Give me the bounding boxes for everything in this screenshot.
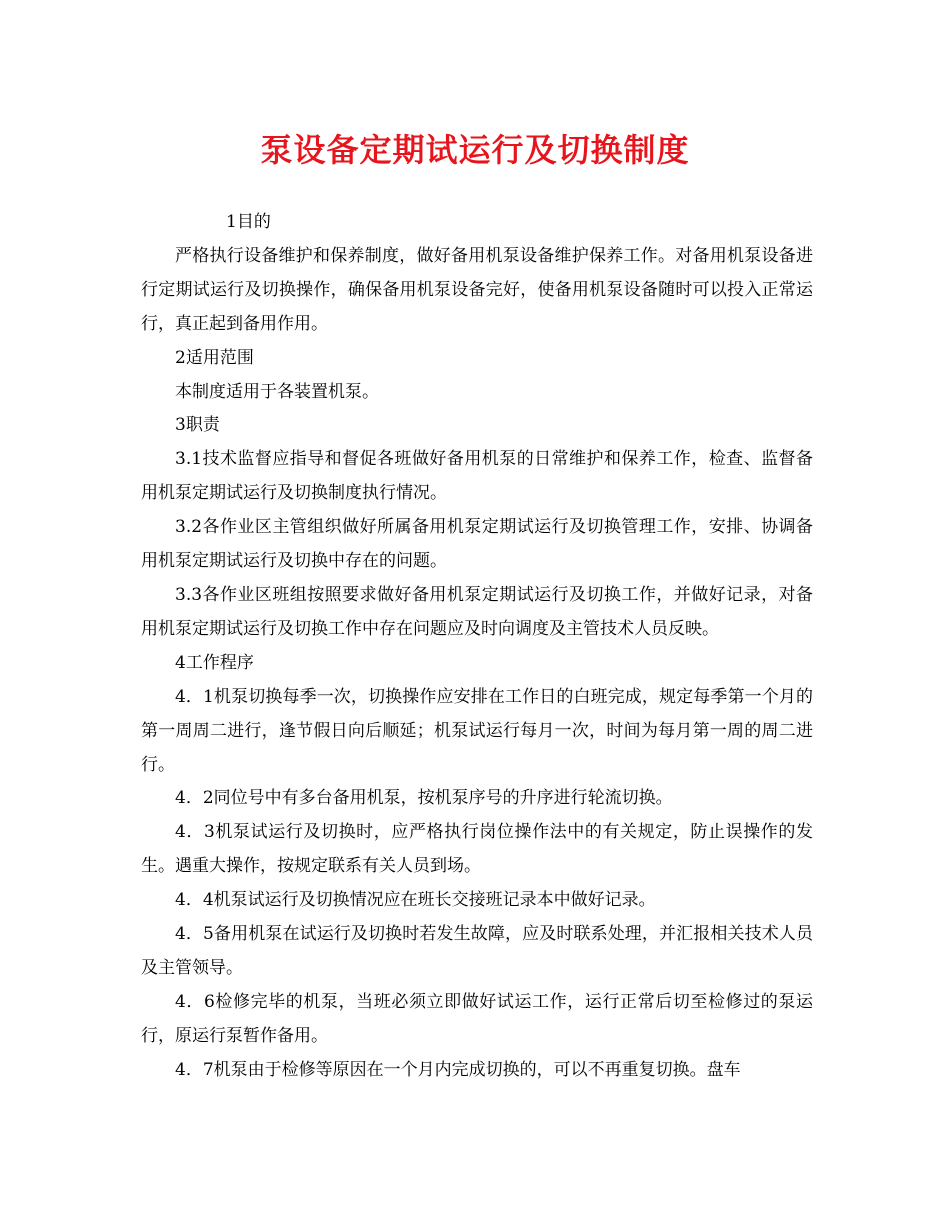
paragraph-3-3: 3.3各作业区班组按照要求做好备用机泵定期试运行及切换工作，并做好记录，对备用机泵定期试运行及切换工作中存在问题应及时向调度及主管技术人员反映。 [141, 584, 813, 639]
paragraph-4-5: 4．5备用机泵在试运行及切换时若发生故障，应及时联系处理，并汇报相关技术人员及主管领导。 [141, 924, 813, 978]
paragraph-3-1: 3.1技术监督应指导和督促各班做好备用机泵的日常维护和保养工作，检查、监督备用机泵定期试运行及切换制度执行情况。 [141, 449, 813, 504]
paragraph-scope: 本制度适用于各装置机泵。 [175, 381, 379, 402]
section-heading-responsibilities: 3职责 [175, 415, 220, 436]
paragraph-4-6: 4．6检修完毕的机泵，当班必须立即做好试运工作，运行正常后切至检修过的泵运行，原运行泵暂作备用。 [141, 991, 813, 1046]
section-heading-procedure: 4工作程序 [175, 652, 254, 673]
document-body [141, 206, 813, 1088]
section-heading-purpose: 1目的 [226, 212, 271, 232]
paragraph-4-7: 4．7机泵由于检修等原因在一个月内完成切换的，可以不再重复切换。盘车 [175, 1059, 741, 1080]
paragraph-3-2: 3.2各作业区主管组织做好所属备用机泵定期试运行及切换管理工作，安排、协调备用机泵定期试运行及切换中存在的问题。 [141, 517, 813, 572]
paragraph-4-4: 4．4机泵试运行及切换情况应在班长交接班记录本中做好记录。 [175, 890, 656, 911]
paragraph-4-3: 4．3机泵试运行及切换时，应严格执行岗位操作法中的有关规定，防止误操作的发生。遇重大操作，按规定联系有关人员到场。 [141, 822, 813, 877]
section-heading-scope: 2适用范围 [175, 347, 254, 368]
document-title: 泵设备定期试运行及切换制度 [260, 131, 690, 169]
paragraph-4-2: 4．2同位号中有多台备用机泵，按机泵序号的升序进行轮流切换。 [175, 788, 673, 809]
paragraph-purpose: 严格执行设备维护和保养制度，做好备用机泵设备维护保养工作。对备用机泵设备进行定期试运行及切换操作，确保备用机泵设备完好，使备用机泵设备随时可以投入正常运行，真正起到备用作用。 [141, 245, 813, 334]
paragraph-4-1: 4．1机泵切换每季一次，切换操作应安排在工作日的白班完成，规定每季第一个月的第一周周二进行，逢节假日向后顺延；机泵试运行每月一次，时间为每月第一周的周二进行。 [141, 686, 813, 775]
